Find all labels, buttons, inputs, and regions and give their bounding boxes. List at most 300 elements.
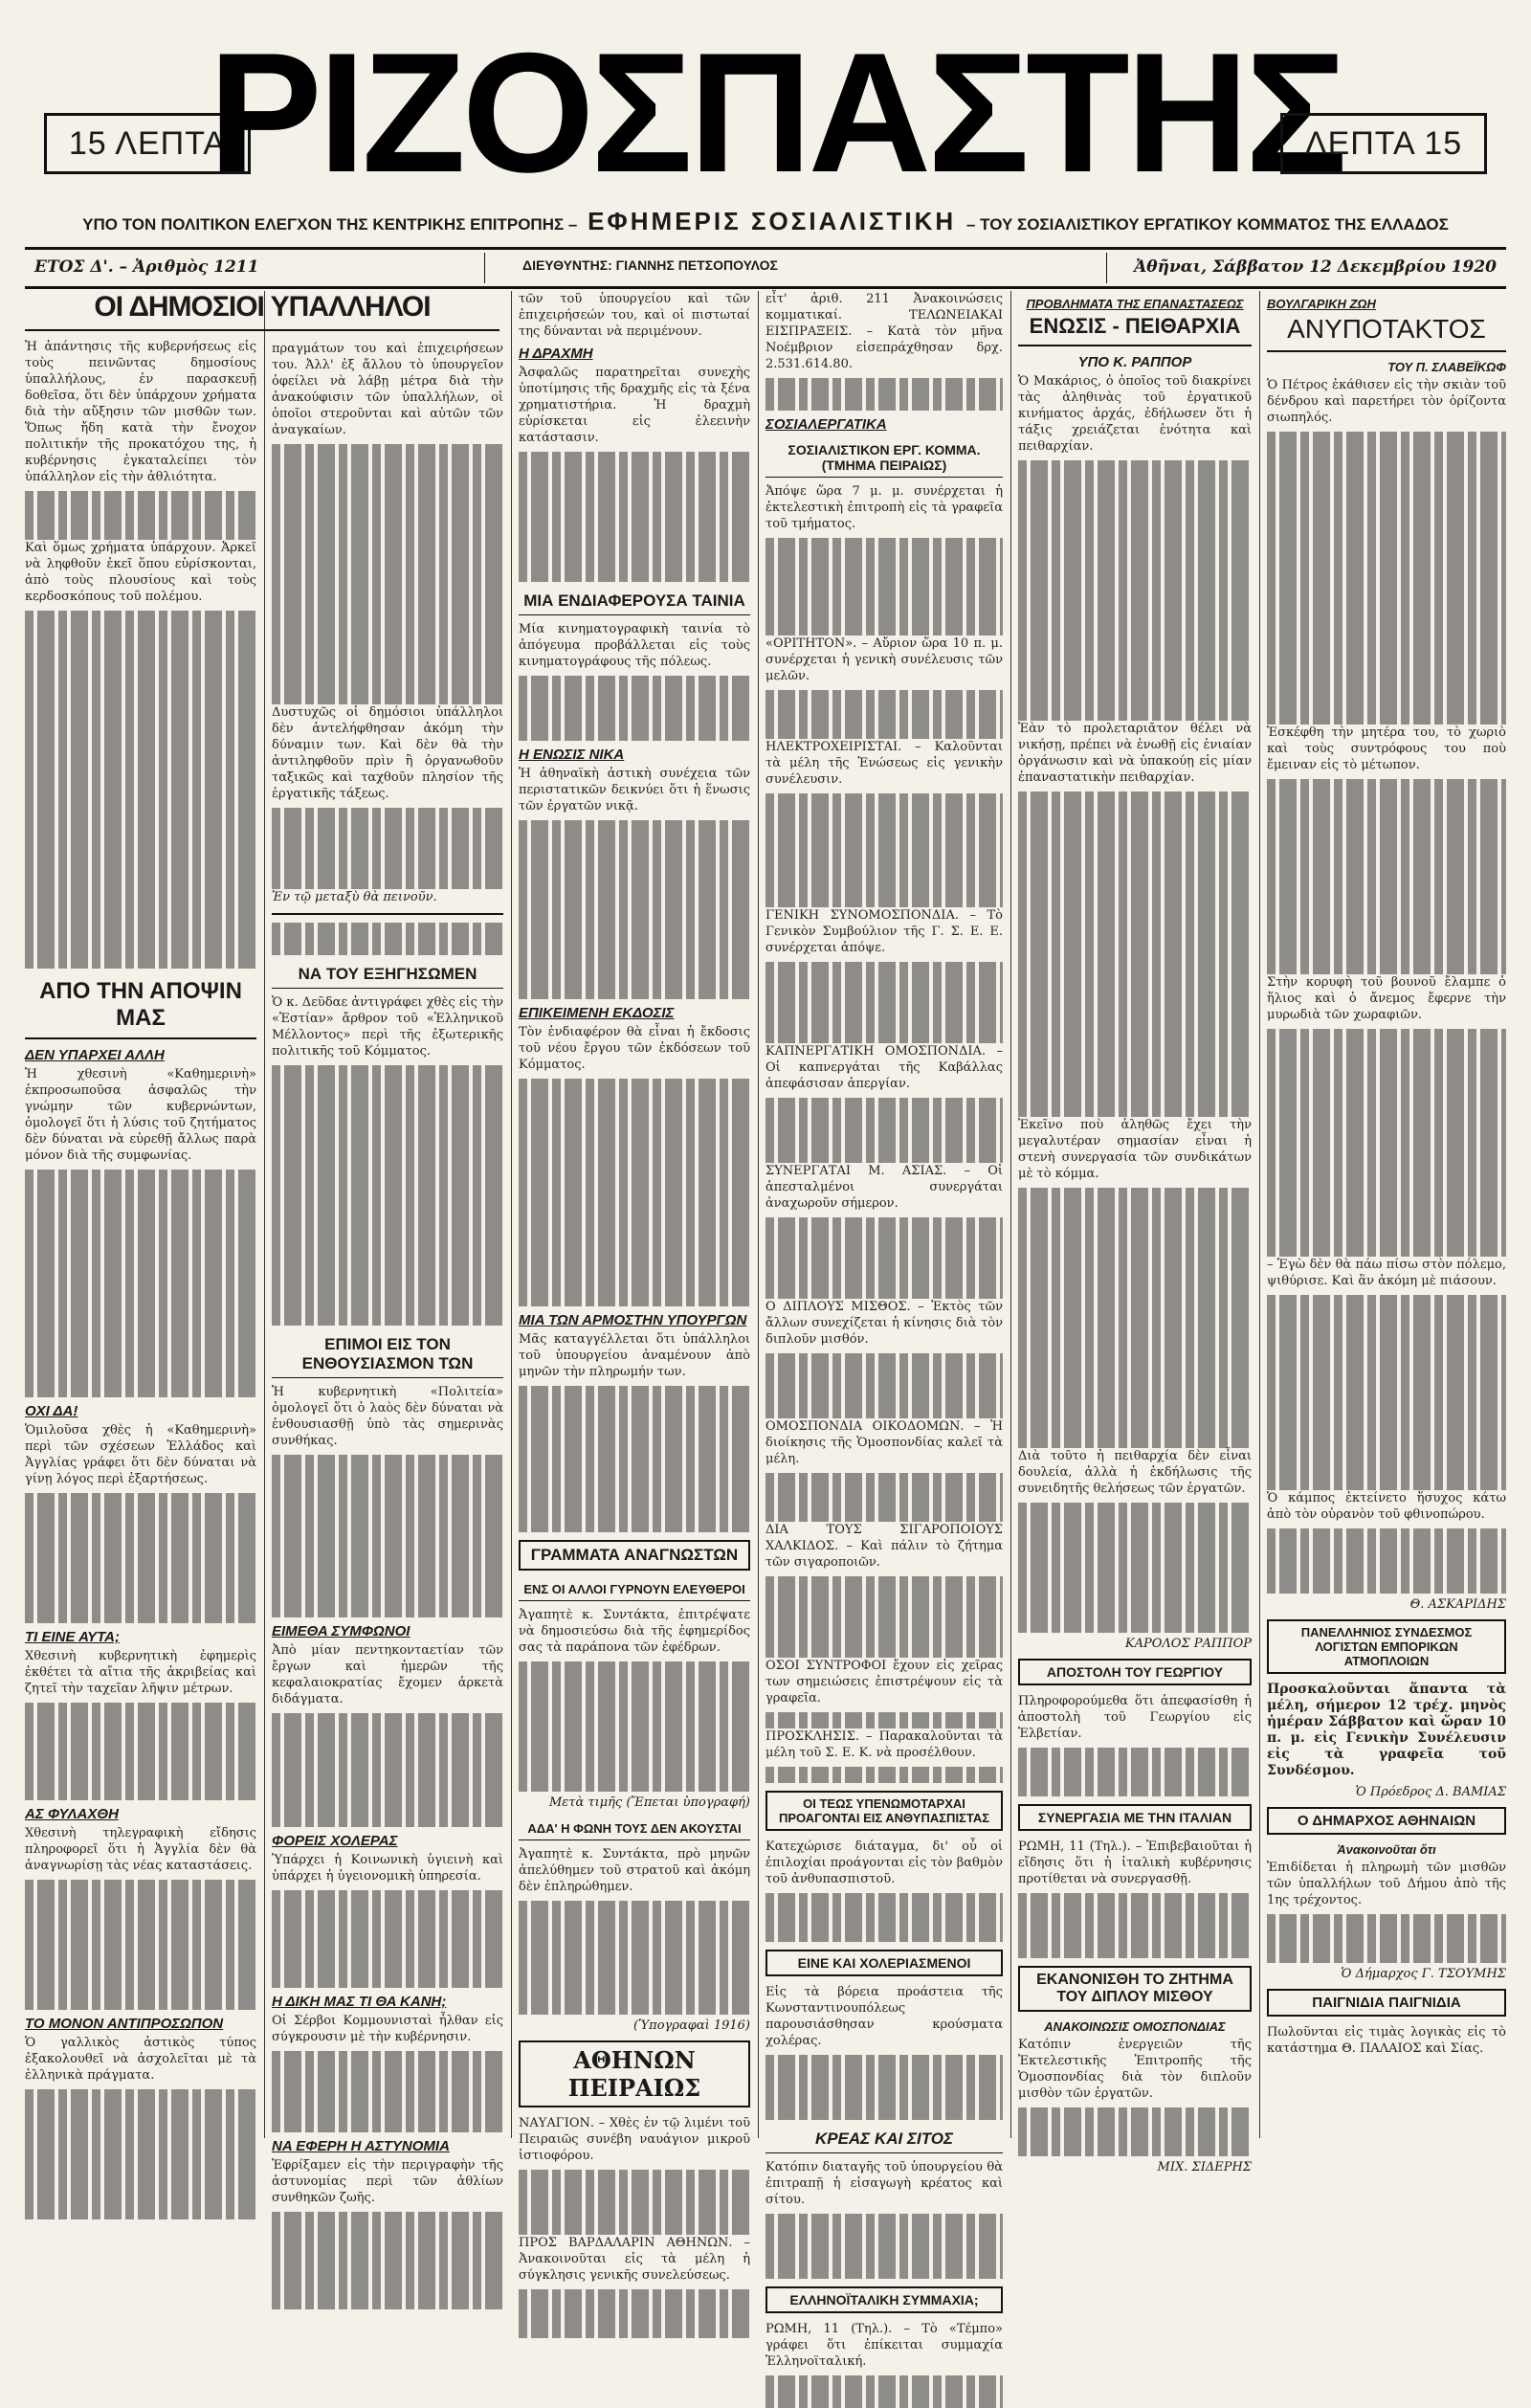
text-line bbox=[272, 1811, 503, 1827]
text-line bbox=[25, 920, 256, 936]
text-line bbox=[25, 1945, 256, 1961]
text-line bbox=[766, 2263, 1003, 2279]
text-line bbox=[272, 1244, 503, 1260]
text-line bbox=[766, 554, 1003, 570]
paragraph: Ὁ Μακάριος, ὁ ὁποῖος τοῦ διακρίνει τὰς ἀληθινὰς τοῦ ἐργατικοῦ κινήματος ἀρχάς, ἐδήλωσεν ὅτι ἡ τάξις χρειάζεται ἑνότητα καὶ πειθαρχίαν. bbox=[1018, 374, 1252, 454]
text-line bbox=[1018, 704, 1252, 721]
text-line bbox=[1267, 1240, 1506, 1257]
text-line bbox=[1018, 1084, 1252, 1101]
subhead: ΔΕΝ ΥΠΑΡΧΕΙ ΑΛΛΗ bbox=[25, 1047, 165, 1063]
issue-date: Ἀθῆναι, Σάββατον 12 Δεκεμβρίου 1920 bbox=[1134, 257, 1497, 277]
text-line bbox=[1267, 1311, 1506, 1327]
paragraph: Ὁ Πέτρος ἐκάθισεν εἰς τὴν σκιὰν τοῦ δένδρου καὶ παρετήρει τὸν ὁρίζοντα σιωπηλός. bbox=[1267, 378, 1506, 425]
column-rule bbox=[1010, 291, 1011, 2138]
text-line bbox=[766, 1641, 1003, 1658]
text-line bbox=[519, 853, 750, 869]
text-line bbox=[519, 517, 750, 533]
text-line bbox=[25, 1542, 256, 1558]
price-box-right: ΛΕΠΤΑ 15 bbox=[1280, 113, 1487, 174]
text-line bbox=[25, 741, 256, 757]
text-line bbox=[272, 2293, 503, 2309]
text-line bbox=[272, 656, 503, 672]
text-line bbox=[519, 2202, 750, 2218]
text-line bbox=[272, 672, 503, 688]
text-line bbox=[1018, 1909, 1252, 1926]
text-line bbox=[766, 826, 1003, 842]
subtitle-right: – ΤΟΥ ΣΟΣΙΑΛΙΣΤΙΚΟΥ ΕΡΓΑΤΙΚΟΥ ΚΟΜΜΑΤΟΣ ΤΗΣ ΕΛΛΑΔΟΣ bbox=[965, 215, 1449, 234]
text-line bbox=[1267, 1441, 1506, 1458]
text-line bbox=[272, 873, 503, 889]
text-line bbox=[1267, 432, 1506, 448]
paragraph: Ὁ κάμπος ἐκτείνετο ἥσυχος κάτω ἀπὸ τὸν οὐρανὸν τοῦ φθινοπώρου. bbox=[1267, 1491, 1506, 1522]
text-line bbox=[766, 962, 1003, 978]
text-line bbox=[1267, 1376, 1506, 1393]
text-line bbox=[1018, 639, 1252, 656]
text-line bbox=[1018, 2140, 1252, 2156]
text-line bbox=[25, 1509, 256, 1526]
text-line bbox=[1267, 1208, 1506, 1224]
text-line bbox=[1267, 1393, 1506, 1409]
text-line bbox=[1267, 779, 1506, 795]
text-line bbox=[1018, 857, 1252, 873]
text-line bbox=[1267, 1425, 1506, 1441]
text-line bbox=[1018, 1584, 1252, 1600]
text-line bbox=[766, 1402, 1003, 1418]
text-line bbox=[1018, 1568, 1252, 1584]
text-line bbox=[272, 688, 503, 704]
text-line bbox=[766, 1098, 1003, 1114]
text-line bbox=[766, 619, 1003, 635]
text-line bbox=[25, 757, 256, 773]
subhead: ΜΙΑ ΤΩΝ ΑΡΜΟΣΤΗΝ ΥΠΟΥΡΓΩΝ bbox=[519, 1312, 747, 1328]
section-box-headline: ΣΥΝΕΡΓΑΣΙΑ ΜΕ ΤΗΝ ΙΤΑΛΙΑΝ bbox=[1018, 1804, 1252, 1831]
text-line bbox=[1267, 1143, 1506, 1159]
text-line bbox=[1018, 1399, 1252, 1416]
paragraph: Μᾶς καταγγέλλεται ὅτι ὑπάλληλοι τοῦ ὑπουργείου ἀναμένουν ἀπὸ μηνῶν τὴν πληρωμήν των. bbox=[519, 1332, 750, 1379]
text-line bbox=[519, 1193, 750, 1209]
paragraph: ΟΜΟΣΠΟΝΔΙΑ ΟΙΚΟΔΟΜΩΝ. – Ἡ διοίκησις τῆς Ὁμοσπονδίας καλεῖ τὰ μέλη. bbox=[766, 1419, 1003, 1466]
paragraph: Χθεσινὴ κυβερνητικὴ ἐφημερὶς ἐκθέτει τὰ αἴτια τῆς ἀκριβείας καὶ ζητεῖ τὴν ταχεῖαν λῆψιν μέτρων. bbox=[25, 1649, 256, 1696]
text-line bbox=[1018, 607, 1252, 623]
text-line bbox=[1018, 1318, 1252, 1334]
article-byline: ΤΟΥ Π. ΣΛΑΒΕΪΚΩΦ bbox=[1387, 360, 1506, 374]
text-line bbox=[519, 1982, 750, 1998]
text-line bbox=[766, 723, 1003, 739]
text-line bbox=[272, 2051, 503, 2067]
text-line bbox=[272, 1795, 503, 1811]
text-line bbox=[766, 1217, 1003, 1234]
text-line bbox=[1267, 529, 1506, 546]
text-line bbox=[519, 836, 750, 853]
text-line bbox=[519, 1095, 750, 1111]
text-line bbox=[25, 871, 256, 887]
text-line bbox=[766, 394, 1003, 411]
text-line bbox=[272, 1081, 503, 1098]
text-line bbox=[519, 1483, 750, 1500]
text-line bbox=[272, 824, 503, 840]
article-headline: ΑΝΥΠΟΤΑΚΤΟΣ bbox=[1267, 314, 1506, 352]
section-box-headline: ΠΑΝΕΛΛΗΝΙΟΣ ΣΥΝΔΕΣΜΟΣ ΛΟΓΙΣΤΩΝ ΕΜΠΟΡΙΚΩΝ ΑΤΜΟΠΛΟΙΩΝ bbox=[1267, 1619, 1506, 1674]
text-line bbox=[272, 939, 503, 955]
text-line bbox=[766, 793, 1003, 810]
text-line bbox=[25, 1218, 256, 1235]
text-line bbox=[519, 1127, 750, 1144]
text-line bbox=[519, 885, 750, 902]
text-line bbox=[272, 1228, 503, 1244]
text-line bbox=[25, 627, 256, 643]
text-line bbox=[519, 1241, 750, 1258]
text-line bbox=[519, 1933, 750, 1950]
text-line bbox=[766, 2230, 1003, 2246]
paragraph: τῶν τοῦ ὑπουργείου καὶ τῶν ἐπιχειρήσεών του, καὶ οἱ πιστωταί της δύνανται νὰ περιμένουν. bbox=[519, 292, 750, 339]
paragraph: εἶτ' ἀριθ. 211 Ἀνακοινώσεις κομματικαί. ΤΕΛΩΝΕΙΑΚΑΙ ΕΙΣΠΡΑΞΕΙΣ. – Κατὰ τὸν μῆνα Νοέμβριον εἰσεπράχθησαν δρχ. 2.531.614.80. bbox=[766, 292, 1003, 371]
subhead: ΜΙΑ ΕΝΔΙΑΦΕΡΟΥΣΑ ΤΑΙΝΙΑ bbox=[519, 588, 750, 615]
text-line bbox=[766, 2392, 1003, 2408]
text-line bbox=[519, 725, 750, 741]
text-line bbox=[766, 1593, 1003, 1609]
text-line bbox=[1018, 1764, 1252, 1780]
text-line bbox=[25, 1283, 256, 1300]
text-line bbox=[1267, 1360, 1506, 1376]
text-line bbox=[519, 1759, 750, 1775]
subhead: Η ΔΙΚΗ ΜΑΣ ΤΙ ΘΑ ΚΑΝΗ; bbox=[272, 1994, 447, 2010]
paragraph: Ἡ κυβερνητικὴ «Πολιτεία» ὁμολογεῖ ὅτι ὁ λαὸς δὲν δύναται νὰ ἐνθουσιασθῇ ὑπὸ τὰς σημερινὰς συνθήκας. bbox=[272, 1385, 503, 1448]
paragraph: Διὰ τοῦτο ἡ πειθαρχία δὲν εἶναι δουλεία, ἀλλὰ ἡ ἐκδήλωσις τῆς συνειδητῆς θελήσεως τῶν ἐργατῶν. bbox=[1018, 1449, 1252, 1496]
text-line bbox=[272, 1212, 503, 1228]
text-line bbox=[25, 1558, 256, 1574]
text-line bbox=[766, 538, 1003, 554]
text-line bbox=[1018, 542, 1252, 558]
column-rule bbox=[511, 291, 512, 2138]
section-box-headline: ΕΙΝΕ ΚΑΙ ΧΟΛΕΡΙΑΣΜΕΝΟΙ bbox=[766, 1950, 1003, 1976]
text-line bbox=[25, 1880, 256, 1896]
text-line bbox=[272, 840, 503, 857]
paragraph: Πωλοῦνται εἰς τιμὰς λογικὰς εἰς τὸ κατάστημα Θ. ΠΑΛΑΙΟΣ καὶ Σίας. bbox=[1267, 2025, 1506, 2056]
signature: Ὁ Δήμαρχος Γ. ΤΣΟΥΜΗΣ bbox=[1341, 1967, 1506, 1981]
text-line bbox=[272, 1260, 503, 1277]
text-line bbox=[766, 1130, 1003, 1147]
text-line bbox=[1267, 513, 1506, 529]
text-line bbox=[766, 1712, 1003, 1728]
text-line bbox=[1018, 574, 1252, 591]
subhead: ΣΟΣΙΑΛΙΣΤΙΚΟΝ ΕΡΓ. ΚΟΜΜΑ. (ΤΜΗΜΑ ΠΕΙΡΑΙΩΣ) bbox=[766, 438, 1003, 478]
text-line bbox=[272, 1713, 503, 1729]
text-line bbox=[272, 1746, 503, 1762]
text-line bbox=[1018, 688, 1252, 704]
text-line bbox=[519, 902, 750, 918]
text-line bbox=[272, 2067, 503, 2084]
text-line bbox=[272, 1536, 503, 1552]
newspaper-page bbox=[25, 17, 1506, 2369]
text-line bbox=[25, 2122, 256, 2138]
text-line bbox=[1267, 958, 1506, 974]
text-line bbox=[1018, 889, 1252, 905]
text-line bbox=[1018, 1220, 1252, 1237]
subtitle-center: ΕΦΗΜΕΡΙΣ ΣΟΣΙΑΛΙΣΤΙΚΗ bbox=[588, 207, 957, 235]
text-line bbox=[519, 1418, 750, 1435]
text-line bbox=[1018, 954, 1252, 970]
text-line bbox=[1267, 812, 1506, 828]
subhead: ΟΧΙ ΔΑ! bbox=[25, 1403, 78, 1419]
text-line bbox=[272, 2228, 503, 2244]
text-line bbox=[1267, 1577, 1506, 1594]
text-line bbox=[1267, 1192, 1506, 1208]
text-line bbox=[272, 2244, 503, 2261]
paragraph: Ἐσκέφθη τὴν μητέρα του, τὸ χωριὸ καὶ τοὺς συντρόφους του ποὺ ἔμειναν εἰς τὸ μέτωπον. bbox=[1267, 725, 1506, 772]
text-line bbox=[272, 1890, 503, 1906]
text-line bbox=[1267, 1110, 1506, 1126]
text-line bbox=[519, 1160, 750, 1176]
text-line bbox=[272, 2100, 503, 2116]
text-line bbox=[25, 1202, 256, 1218]
text-line bbox=[25, 773, 256, 790]
text-line bbox=[1018, 1334, 1252, 1350]
text-line bbox=[766, 978, 1003, 994]
text-line bbox=[519, 1743, 750, 1759]
paragraph: Πληροφορούμεθα ὅτι ἀπεφασίσθη ἡ ἀποστολὴ τοῦ Γεωργίου εἰς Ἑλβετίαν. bbox=[1018, 1694, 1252, 1741]
text-line bbox=[1267, 925, 1506, 942]
paragraph: Ἀπὸ μίαν πεντηκονταετίαν τῶν ἔργων καὶ ἡμερῶν τῆς κεφαλαιοκρατίας ἔχομεν ἀρκετὰ διδάγματα. bbox=[272, 1643, 503, 1706]
text-line bbox=[272, 1520, 503, 1536]
lead-headline: ΟΙ ΔΗΜΟΣΙΟΙ ΥΠΑΛΛΗΛΟΙ bbox=[25, 291, 499, 331]
text-line bbox=[25, 1381, 256, 1397]
subhead: ΑΝΑΚΟΙΝΩΣΙΣ ΟΜΟΣΠΟΝΔΙΑΣ bbox=[1044, 2019, 1226, 2034]
text-line bbox=[766, 875, 1003, 891]
text-line bbox=[519, 1966, 750, 1982]
text-line bbox=[519, 1917, 750, 1933]
column-2 bbox=[272, 291, 503, 2205]
text-line bbox=[519, 820, 750, 836]
text-line bbox=[766, 1147, 1003, 1163]
text-line bbox=[766, 2104, 1003, 2120]
text-line bbox=[1267, 1126, 1506, 1143]
text-line bbox=[766, 1370, 1003, 1386]
section-box-headline: Ο ΔΗΜΑΡΧΟΣ ΑΘΗΝΑΙΩΝ bbox=[1267, 1807, 1506, 1835]
divider bbox=[272, 913, 503, 915]
paragraph: Εἰς τὰ βόρεια προάστεια τῆς Κωνσταντινουπόλεως παρουσιάσθησαν κρούσματα χολέρας. bbox=[766, 1985, 1003, 2048]
text-line bbox=[766, 1282, 1003, 1299]
text-line bbox=[272, 1955, 503, 1972]
text-line bbox=[1267, 562, 1506, 578]
section-box-headline: ΑΘΗΝΩΝ ΠΕΙΡΑΙΩΣ bbox=[519, 2040, 750, 2107]
text-line bbox=[1267, 578, 1506, 594]
text-line bbox=[519, 566, 750, 582]
text-line bbox=[519, 1727, 750, 1743]
text-line bbox=[1018, 1068, 1252, 1084]
column-rule bbox=[758, 291, 759, 2138]
text-line bbox=[25, 2154, 256, 2171]
text-line bbox=[519, 934, 750, 950]
text-line bbox=[1018, 1253, 1252, 1269]
text-line bbox=[272, 1504, 503, 1520]
text-line bbox=[272, 1163, 503, 1179]
paragraph: Στὴν κορυφὴ τοῦ βουνοῦ ἔλαμπε ὁ ἥλιος καὶ ὁ ἄνεμος ἔφερνε τὴν μυρωδιὰ τῶν χωραφιῶν. bbox=[1267, 975, 1506, 1022]
paragraph: ΡΩΜΗ, 11 (Τηλ.). – Τὸ «Τέμπο» γράφει ὅτι ἐπίκειται συμμαχία Ἑλληνοϊταλική. bbox=[766, 2322, 1003, 2369]
text-line bbox=[272, 477, 503, 493]
text-line bbox=[1018, 1893, 1252, 1909]
text-line bbox=[25, 1493, 256, 1509]
text-line bbox=[1267, 708, 1506, 725]
text-line bbox=[519, 1079, 750, 1095]
text-line bbox=[25, 1591, 256, 1607]
text-line bbox=[1267, 1947, 1506, 1963]
text-line bbox=[272, 1778, 503, 1795]
text-line bbox=[1267, 676, 1506, 692]
text-line bbox=[519, 1775, 750, 1792]
text-line bbox=[766, 2087, 1003, 2104]
text-line bbox=[1018, 1204, 1252, 1220]
paragraph: πραγμάτων του καὶ ἐπιχειρήσεων του. Ἀλλ' ἐξ ἄλλου τὸ ὑπουργεῖον ὀφείλει νὰ λάβῃ μέτρα διὰ τὴν ἀνακούφισιν τῶν ὑπαλλήλων, οἱ ὁποῖοι στεροῦνται καὶ αὐτῶν τῶν ἀναγκαίων. bbox=[272, 342, 503, 437]
text-line bbox=[25, 936, 256, 952]
text-line bbox=[25, 725, 256, 741]
text-line bbox=[519, 484, 750, 501]
text-line bbox=[25, 1912, 256, 1929]
text-line bbox=[519, 869, 750, 885]
paragraph: Ἡ ἀθηναϊκὴ ἀστικὴ συνέχεια τῶν περιστατικῶν δεικνύει ὅτι ἡ ἕνωσις τῶν ἐργατῶν νικᾷ. bbox=[519, 767, 750, 814]
section-box-headline: ΓΡΑΜΜΑΤΑ ΑΝΑΓΝΩΣΤΩΝ bbox=[519, 1540, 750, 1571]
text-line bbox=[1018, 792, 1252, 808]
text-line bbox=[519, 676, 750, 692]
text-line bbox=[25, 1365, 256, 1381]
text-line bbox=[519, 1678, 750, 1694]
text-line bbox=[766, 1250, 1003, 1266]
text-line bbox=[25, 2138, 256, 2154]
text-line bbox=[25, 1574, 256, 1591]
text-line bbox=[1267, 1078, 1506, 1094]
text-line bbox=[272, 1195, 503, 1212]
subhead: ΤΟ ΜΟΝΟΝ ΑΝΤΙΠΡΟΣΩΠΟΝ bbox=[25, 2016, 224, 2032]
paragraph: Ἐφρίξαμεν εἰς τὴν περιγραφὴν τῆς ἀστυνομίας περὶ τῶν ἀθλίων συνθηκῶν ζωῆς. bbox=[272, 2158, 503, 2205]
column-rule bbox=[1259, 291, 1260, 2138]
text-line bbox=[25, 2171, 256, 2187]
section-box-headline: ΠΑΙΓΝΙΔΙΑ ΠΑΙΓΝΙΔΙΑ bbox=[1267, 1989, 1506, 2017]
signature: Θ. ΑΣΚΑΡΙΔΗΣ bbox=[1409, 1597, 1506, 1612]
lead-paragraph: Καὶ ὅμως χρήματα ὑπάρχουν. Ἀρκεῖ νὰ ληφθοῦν ἐκεῖ ὅπου εὑρίσκονται, ἀπὸ τοὺς πλουσίους καὶ τοὺς κερδοσκόπους τοῦ πολέμου. bbox=[25, 541, 256, 604]
subtitle-left: ΥΠΟ ΤΟΝ ΠΟΛΙΤΙΚΟΝ ΕΛΕΓΧΟΝ ΤΗΣ ΚΕΝΤΡΙΚΗΣ ΕΠΙΤΡΟΠΗΣ – bbox=[82, 215, 578, 234]
paragraph: ΔΙΑ ΤΟΥΣ ΣΙΓΑΡΟΠΟΙΟΥΣ ΧΑΛΚΙΔΟΣ. – Καὶ πάλιν τὸ ζήτημα τῶν σιγαροποιῶν. bbox=[766, 1523, 1003, 1570]
text-line bbox=[272, 1455, 503, 1471]
text-line bbox=[1018, 1519, 1252, 1535]
text-line bbox=[1267, 893, 1506, 909]
text-line bbox=[1018, 1616, 1252, 1633]
text-line bbox=[766, 1767, 1003, 1783]
text-line bbox=[766, 378, 1003, 394]
text-line bbox=[519, 1290, 750, 1306]
text-line bbox=[766, 1609, 1003, 1625]
subhead: ΦΟΡΕΙΣ ΧΟΛΕΡΑΣ bbox=[272, 1833, 398, 1849]
signature: (Ὑπογραφαὶ 1916) bbox=[633, 2018, 750, 2033]
text-line bbox=[25, 1751, 256, 1768]
text-line bbox=[25, 659, 256, 676]
column-3 bbox=[519, 291, 750, 2283]
text-line bbox=[1018, 1003, 1252, 1019]
text-line bbox=[25, 676, 256, 692]
text-line bbox=[1018, 558, 1252, 574]
text-line bbox=[1018, 824, 1252, 840]
text-line bbox=[519, 1144, 750, 1160]
text-line bbox=[1267, 480, 1506, 497]
paragraph: Ὁ γαλλικὸς ἀστικὸς τύπος ἐξακολουθεῖ νὰ ἀσχολεῖται μὲ τὰ ἑλληνικὰ πράγματα. bbox=[25, 2036, 256, 2083]
text-line bbox=[766, 2055, 1003, 2071]
text-line bbox=[272, 1585, 503, 1601]
column-6 bbox=[1267, 291, 1506, 2138]
text-line bbox=[1018, 1432, 1252, 1448]
section-box-headline: ΕΛΛΗΝΟΪΤΑΛΙΚΗ ΣΥΜΜΑΧΙΑ; bbox=[766, 2286, 1003, 2313]
headline-spacer bbox=[272, 291, 503, 341]
text-line bbox=[25, 708, 256, 725]
text-line bbox=[272, 1906, 503, 1923]
text-line bbox=[519, 1435, 750, 1451]
text-line bbox=[1267, 1914, 1506, 1930]
text-line bbox=[25, 611, 256, 627]
text-line bbox=[1018, 493, 1252, 509]
text-line bbox=[272, 2212, 503, 2228]
text-line bbox=[25, 903, 256, 920]
text-line bbox=[519, 2306, 750, 2322]
text-line bbox=[272, 1098, 503, 1114]
text-line bbox=[25, 1526, 256, 1542]
text-line bbox=[519, 708, 750, 725]
paragraph: Ὁ κ. Δεῦδαε ἀντιγράφει χθὲς εἰς τὴν «Ἑστίαν» ἄρθρον τοῦ «Ἐλληνικοῦ Μέλλοντος» περὶ τῆς ἐξωτερικῆς πολιτικῆς τοῦ Κόμματος. bbox=[272, 995, 503, 1059]
year-issue: ΕΤΟΣ Δ'. – Ἀριθμὸς 1211 bbox=[34, 257, 259, 277]
text-line bbox=[519, 692, 750, 708]
text-line bbox=[25, 692, 256, 708]
text-line bbox=[519, 1176, 750, 1193]
text-line bbox=[272, 1179, 503, 1195]
text-line bbox=[25, 1607, 256, 1623]
text-line bbox=[1018, 1926, 1252, 1942]
text-line bbox=[519, 1500, 750, 1516]
signature: ΚΑΡΟΛΟΣ ΡΑΠΠΟΡ bbox=[1124, 1637, 1252, 1651]
text-line bbox=[519, 1451, 750, 1467]
text-line bbox=[519, 2218, 750, 2235]
text-line bbox=[1267, 659, 1506, 676]
paragraph: Χθεσινὴ τηλεγραφικὴ εἴδησις πληροφορεῖ ὅτι ἡ Ἀγγλία δὲν θὰ ἀναγνωρίσῃ τὰς νέας καταστάσεις. bbox=[25, 1826, 256, 1873]
text-line bbox=[272, 923, 503, 939]
paragraph: Ο ΔΙΠΛΟΥΣ ΜΙΣΘΟΣ. – Ἐκτὸς τῶν ἄλλων συνεχίζεται ἡ κίνησις διὰ τὸν διπλοῦν μισθόν. bbox=[766, 1300, 1003, 1347]
text-line bbox=[272, 1309, 503, 1326]
masthead-subtitle bbox=[25, 207, 1506, 236]
text-line bbox=[766, 587, 1003, 603]
subhead: ΕΠΙΚΕΙΜΕΝΗ ΕΚΔΟΣΙΣ bbox=[519, 1005, 675, 1021]
text-line bbox=[25, 1170, 256, 1186]
text-line bbox=[766, 2214, 1003, 2230]
text-line bbox=[1018, 905, 1252, 922]
text-line bbox=[25, 2187, 256, 2203]
text-line bbox=[519, 2170, 750, 2186]
text-line bbox=[519, 452, 750, 468]
text-line bbox=[25, 952, 256, 969]
text-line bbox=[766, 1625, 1003, 1641]
text-line bbox=[519, 1950, 750, 1966]
text-line bbox=[519, 1516, 750, 1532]
paragraph: «ΟΡΙΤΗΤΟΝ». – Αὔριον ὥρα 10 π. μ. συνέρχεται ἡ γενικὴ συνέλευσις τῶν μελῶν. bbox=[766, 636, 1003, 683]
text-line bbox=[1267, 860, 1506, 877]
paragraph: ΣΥΝΕΡΓΑΤΑΙ Μ. ΑΣΙΑΣ. – Οἱ ἀπεσταλμένοι συνεργάται ἀναχωροῦν σήμερον. bbox=[766, 1164, 1003, 1211]
text-line bbox=[1267, 1474, 1506, 1490]
text-line bbox=[25, 643, 256, 659]
text-line bbox=[766, 1027, 1003, 1043]
text-line bbox=[519, 1901, 750, 1917]
text-line bbox=[1267, 611, 1506, 627]
text-line bbox=[1018, 1036, 1252, 1052]
text-line bbox=[1018, 1101, 1252, 1117]
text-line bbox=[25, 507, 256, 524]
text-line bbox=[766, 2246, 1003, 2263]
text-line bbox=[1018, 808, 1252, 824]
section-kicker: ΒΟΥΛΓΑΡΙΚΗ ΖΩΗ bbox=[1267, 297, 1376, 311]
text-line bbox=[1267, 464, 1506, 480]
